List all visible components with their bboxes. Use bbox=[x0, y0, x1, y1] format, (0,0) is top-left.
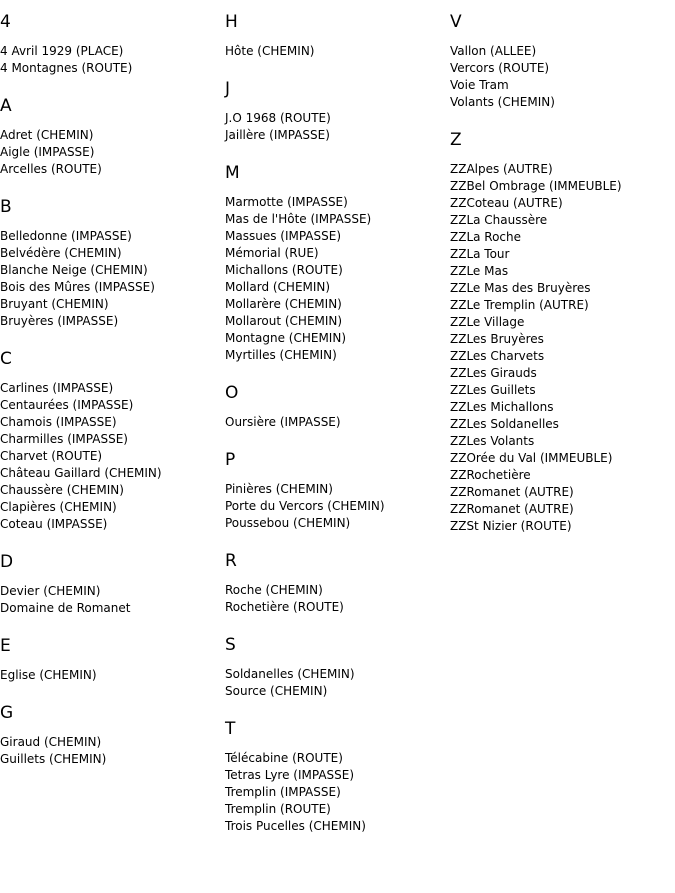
letter-heading: E bbox=[0, 636, 11, 656]
street-entry[interactable]: Montagne (CHEMIN) bbox=[225, 331, 346, 345]
street-entry[interactable]: Giraud (CHEMIN) bbox=[0, 735, 102, 749]
street-list bbox=[225, 194, 445, 364]
street-entry[interactable]: ZZLe Village bbox=[450, 315, 525, 329]
street-entry[interactable]: Carlines (IMPASSE) bbox=[0, 381, 114, 395]
street-entry[interactable]: Voie Tram bbox=[450, 78, 509, 92]
street-entry[interactable]: Oursière (IMPASSE) bbox=[225, 415, 341, 429]
letter-heading: V bbox=[450, 12, 462, 32]
street-list bbox=[0, 734, 220, 768]
letter-heading: A bbox=[0, 96, 12, 116]
street-entry[interactable]: Bruyères (IMPASSE) bbox=[0, 314, 119, 328]
street-list bbox=[450, 43, 670, 111]
street-entry[interactable]: Volants (CHEMIN) bbox=[450, 95, 555, 109]
street-entry[interactable]: ZZRochetière bbox=[450, 468, 531, 482]
letter-group bbox=[225, 550, 445, 616]
street-entry[interactable]: Devier (CHEMIN) bbox=[0, 584, 101, 598]
street-entry[interactable]: ZZSt Nizier (ROUTE) bbox=[450, 519, 572, 533]
street-entry[interactable]: Roche (CHEMIN) bbox=[225, 583, 323, 597]
street-entry[interactable]: ZZLes Bruyères bbox=[450, 332, 544, 346]
street-entry[interactable]: 4 Avril 1929 (PLACE) bbox=[0, 44, 124, 58]
street-entry[interactable]: ZZAlpes (AUTRE) bbox=[450, 162, 553, 176]
street-entry[interactable]: J.O 1968 (ROUTE) bbox=[225, 111, 331, 125]
letter-heading: J bbox=[225, 79, 231, 99]
letter-heading: C bbox=[0, 349, 12, 369]
street-entry[interactable]: Mas de l'Hôte (IMPASSE) bbox=[225, 212, 372, 226]
letter-heading: P bbox=[225, 450, 236, 470]
letter-group bbox=[225, 382, 445, 431]
street-entry[interactable]: ZZLes Girauds bbox=[450, 366, 537, 380]
street-entry[interactable]: ZZOrée du Val (IMMEUBLE) bbox=[450, 451, 613, 465]
letter-group bbox=[225, 162, 445, 364]
street-entry[interactable]: Belvédère (CHEMIN) bbox=[0, 246, 122, 260]
street-entry[interactable]: Chamois (IMPASSE) bbox=[0, 415, 117, 429]
letter-heading: T bbox=[225, 719, 236, 739]
letter-group bbox=[225, 449, 445, 532]
letter-group bbox=[0, 196, 220, 330]
street-list bbox=[0, 43, 220, 77]
letter-group bbox=[0, 635, 220, 684]
street-entry[interactable]: ZZLes Guillets bbox=[450, 383, 536, 397]
street-entry[interactable]: ZZCoteau (AUTRE) bbox=[450, 196, 563, 210]
street-entry[interactable]: ZZLes Soldanelles bbox=[450, 417, 559, 431]
street-entry[interactable]: Tremplin (ROUTE) bbox=[225, 802, 331, 816]
street-list bbox=[225, 750, 445, 835]
letter-group bbox=[0, 702, 220, 768]
street-entry[interactable]: Bruyant (CHEMIN) bbox=[0, 297, 109, 311]
street-entry[interactable]: Pinières (CHEMIN) bbox=[225, 482, 333, 496]
letter-group bbox=[0, 95, 220, 178]
street-entry[interactable]: Tetras Lyre (IMPASSE) bbox=[225, 768, 355, 782]
street-entry[interactable]: Eglise (CHEMIN) bbox=[0, 668, 97, 682]
letter-heading: G bbox=[0, 703, 14, 723]
street-entry[interactable]: ZZLa Roche bbox=[450, 230, 522, 244]
letter-heading: 4 bbox=[0, 12, 11, 32]
street-entry[interactable]: Hôte (CHEMIN) bbox=[225, 44, 315, 58]
street-list bbox=[0, 228, 220, 330]
street-list bbox=[0, 380, 220, 533]
street-entry[interactable]: Porte du Vercors (CHEMIN) bbox=[225, 499, 385, 513]
street-entry[interactable]: Tremplin (IMPASSE) bbox=[225, 785, 341, 799]
street-entry[interactable]: ZZLe Tremplin (AUTRE) bbox=[450, 298, 589, 312]
letter-group bbox=[450, 11, 670, 111]
street-entry[interactable]: Rochetière (ROUTE) bbox=[225, 600, 344, 614]
street-entry[interactable]: Vercors (ROUTE) bbox=[450, 61, 550, 75]
letter-heading: O bbox=[225, 383, 239, 403]
street-entry[interactable]: Charmilles (IMPASSE) bbox=[0, 432, 128, 446]
street-list bbox=[225, 43, 445, 60]
street-entry[interactable]: Adret (CHEMIN) bbox=[0, 128, 94, 142]
street-entry[interactable]: Domaine de Romanet bbox=[0, 601, 131, 615]
street-entry[interactable]: Télécabine (ROUTE) bbox=[225, 751, 343, 765]
street-entry[interactable]: Belledonne (IMPASSE) bbox=[0, 229, 132, 243]
letter-group bbox=[0, 348, 220, 533]
letter-heading: Z bbox=[450, 130, 462, 150]
street-entry[interactable]: Myrtilles (CHEMIN) bbox=[225, 348, 337, 362]
street-entry[interactable]: Trois Pucelles (CHEMIN) bbox=[225, 819, 366, 833]
street-entry[interactable]: Aigle (IMPASSE) bbox=[0, 145, 95, 159]
letter-group bbox=[0, 551, 220, 617]
street-entry[interactable]: Jaillère (IMPASSE) bbox=[225, 128, 330, 142]
street-list bbox=[225, 110, 445, 144]
letter-heading: B bbox=[0, 197, 12, 217]
street-entry[interactable]: Poussebou (CHEMIN) bbox=[225, 516, 351, 530]
street-entry[interactable]: ZZLa Tour bbox=[450, 247, 510, 261]
street-entry[interactable]: ZZLes Charvets bbox=[450, 349, 545, 363]
street-entry[interactable]: Mémorial (RUE) bbox=[225, 246, 319, 260]
street-entry[interactable]: Clapières (CHEMIN) bbox=[0, 500, 117, 514]
street-entry[interactable]: ZZLes Michallons bbox=[450, 400, 554, 414]
street-entry[interactable]: ZZBel Ombrage (IMMEUBLE) bbox=[450, 179, 622, 193]
street-entry[interactable]: Guillets (CHEMIN) bbox=[0, 752, 107, 766]
street-entry[interactable]: Source (CHEMIN) bbox=[225, 684, 328, 698]
letter-heading: H bbox=[225, 12, 238, 32]
street-entry[interactable]: Mollarout (CHEMIN) bbox=[225, 314, 343, 328]
street-entry[interactable]: ZZLe Mas des Bruyères bbox=[450, 281, 591, 295]
street-entry[interactable]: 4 Montagnes (ROUTE) bbox=[0, 61, 133, 75]
street-entry[interactable]: Arcelles (ROUTE) bbox=[0, 162, 102, 176]
street-entry[interactable]: Mollard (CHEMIN) bbox=[225, 280, 331, 294]
street-entry[interactable]: Bois des Mûres (IMPASSE) bbox=[0, 280, 155, 294]
letter-group bbox=[225, 11, 445, 60]
street-entry[interactable]: Vallon (ALLEE) bbox=[450, 44, 537, 58]
street-entry[interactable]: ZZRomanet (AUTRE) bbox=[450, 485, 574, 499]
index-column bbox=[225, 11, 445, 853]
index-column bbox=[0, 11, 220, 786]
letter-group bbox=[225, 78, 445, 144]
street-entry[interactable]: Massues (IMPASSE) bbox=[225, 229, 342, 243]
street-list bbox=[0, 127, 220, 178]
letter-heading: M bbox=[225, 163, 240, 183]
street-entry[interactable]: Coteau (IMPASSE) bbox=[0, 517, 108, 531]
street-entry[interactable]: ZZLe Mas bbox=[450, 264, 509, 278]
index-column bbox=[450, 11, 670, 553]
letter-heading: R bbox=[225, 551, 237, 571]
street-entry[interactable]: ZZLa Chaussère bbox=[450, 213, 548, 227]
letter-group bbox=[450, 129, 670, 535]
street-list bbox=[450, 161, 670, 535]
street-entry[interactable]: Michallons (ROUTE) bbox=[225, 263, 343, 277]
letter-group bbox=[0, 11, 220, 77]
street-entry[interactable]: Blanche Neige (CHEMIN) bbox=[0, 263, 148, 277]
street-list bbox=[225, 481, 445, 532]
street-entry[interactable]: ZZLes Volants bbox=[450, 434, 535, 448]
street-entry[interactable]: Centaurées (IMPASSE) bbox=[0, 398, 134, 412]
street-entry[interactable]: Marmotte (IMPASSE) bbox=[225, 195, 348, 209]
letter-group bbox=[225, 634, 445, 700]
street-entry[interactable]: Château Gaillard (CHEMIN) bbox=[0, 466, 162, 480]
street-entry[interactable]: Mollarère (CHEMIN) bbox=[225, 297, 342, 311]
letter-heading: S bbox=[225, 635, 236, 655]
street-entry[interactable]: Charvet (ROUTE) bbox=[0, 449, 103, 463]
letter-heading: D bbox=[0, 552, 14, 572]
street-list bbox=[0, 583, 220, 617]
street-list bbox=[225, 666, 445, 700]
letter-group bbox=[225, 718, 445, 835]
street-list bbox=[225, 414, 445, 431]
street-entry[interactable]: Chaussère (CHEMIN) bbox=[0, 483, 124, 497]
street-entry[interactable]: ZZRomanet (AUTRE) bbox=[450, 502, 574, 516]
street-entry[interactable]: Soldanelles (CHEMIN) bbox=[225, 667, 355, 681]
street-list bbox=[0, 667, 220, 684]
street-list bbox=[225, 582, 445, 616]
